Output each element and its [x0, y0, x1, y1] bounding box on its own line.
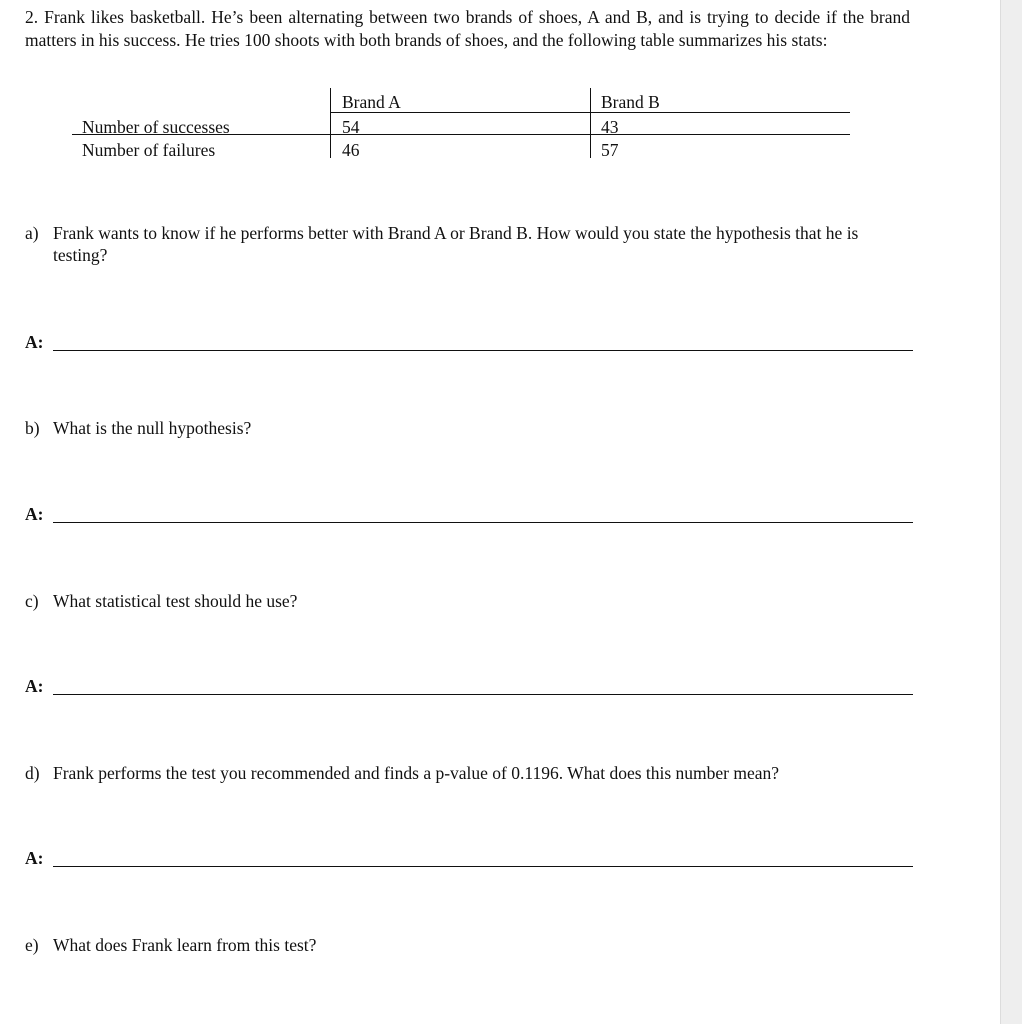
table-header-brand-b: Brand B: [601, 92, 660, 112]
question-d: [25, 762, 913, 784]
scrollbar-gutter[interactable]: [1000, 0, 1022, 1024]
table-divider-a: [330, 88, 331, 158]
question-marker: d): [25, 763, 40, 783]
table-cell-b: 57: [601, 140, 619, 160]
question-marker: c): [25, 591, 39, 611]
table-cell-b: 43: [601, 117, 619, 137]
answer-d[interactable]: [25, 846, 913, 872]
answer-label: A:: [25, 332, 44, 352]
answer-label: A:: [25, 848, 44, 868]
question-b: [25, 417, 913, 439]
table-row-label: Number of failures: [82, 140, 216, 160]
question-text: What does Frank learn from this test?: [53, 935, 317, 955]
question-text: Frank performs the test you recommended and finds a p-value of 0.1196. What does this number mean?: [53, 763, 780, 783]
question-text: What statistical test should he use?: [53, 591, 298, 611]
table-row-label: Number of successes: [82, 117, 230, 137]
question-text: What is the null hypothesis?: [53, 418, 252, 438]
stats-table: [72, 88, 850, 162]
question-a: [25, 222, 913, 266]
table-cell-a: 54: [342, 117, 360, 137]
table-header-brand-a: Brand A: [342, 92, 401, 112]
answer-line[interactable]: [53, 350, 913, 351]
answer-line[interactable]: [53, 522, 913, 523]
question-marker: b): [25, 418, 40, 438]
answer-line[interactable]: [53, 866, 913, 867]
table-cell-a: 46: [342, 140, 360, 160]
answer-label: A:: [25, 676, 44, 696]
table-divider-b: [590, 88, 591, 158]
answer-line[interactable]: [53, 694, 913, 695]
problem-intro: 2. Frank likes basketball. He’s been alternating between two brands of shoes, A and B, and is trying to decide if the brand matters in his success. He tries 100 shoots with both brands of shoes, and the following table summarizes his stats:: [25, 7, 910, 50]
answer-c[interactable]: [25, 674, 913, 700]
question-e: [25, 934, 913, 956]
answer-a[interactable]: [25, 330, 913, 356]
question-c: [25, 590, 913, 612]
question-text: Frank wants to know if he performs better with Brand A or Brand B. How would you state the hypothesis that he is testing?: [53, 223, 859, 265]
answer-b[interactable]: [25, 502, 913, 528]
answer-label: A:: [25, 504, 44, 524]
question-marker: e): [25, 935, 39, 955]
question-marker: a): [25, 223, 39, 243]
